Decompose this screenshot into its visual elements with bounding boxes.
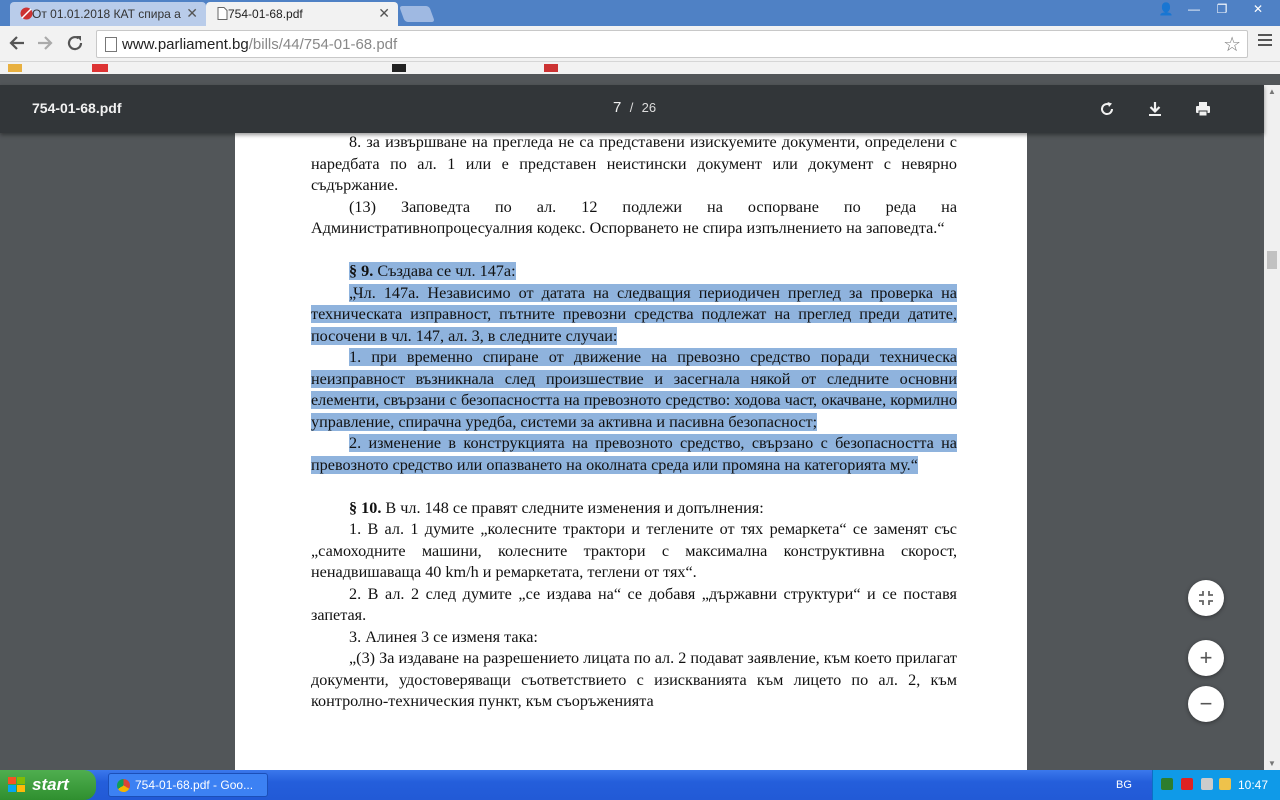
paragraph-selected: 1. при временно спиране от движение на превозно средство поради техническа неизправност възникнала след произшествие и засегнала някой от следните основни елементи, свързани с безопасността на превозното средство: ходова част, окачване, кормилно управление, спирачна уредба, системи за активна и пасивна безопасност; bbox=[311, 348, 957, 431]
start-button[interactable]: start bbox=[0, 770, 96, 800]
close-tab-icon[interactable]: ✕ bbox=[186, 5, 198, 21]
taskbar bbox=[0, 770, 1280, 800]
network-icon[interactable] bbox=[1161, 778, 1173, 790]
bookmarks-bar bbox=[0, 62, 1280, 74]
paragraph: (13) Заповедта по ал. 12 подлежи на оспорване по реда на Административнопроцесуалния кодекс. Оспорването не спира изпълнението на заповедта.“ bbox=[311, 197, 957, 237]
taskbar-item-chrome[interactable]: 754-01-68.pdf - Goo... bbox=[108, 773, 268, 797]
paragraph: 2. В ал. 2 след думите „се издава на“ се добавя „държавни структури“ и се поставя запетая. bbox=[311, 584, 957, 624]
bookmark-icon[interactable] bbox=[392, 64, 406, 72]
document-icon bbox=[216, 7, 229, 20]
pdf-toolbar bbox=[0, 85, 1264, 133]
tab-pdf[interactable] bbox=[206, 2, 398, 26]
restore-icon[interactable]: ❐ bbox=[1216, 2, 1228, 16]
section-heading: § 9. Създава се чл. 147а: bbox=[349, 262, 516, 280]
paragraph: 1. В ал. 1 думите „колесните трактори и теглените от тях ремаркета“ се заменят със „самоходните машини, колесните трактори с максимална конструктивна скорост, ненадвишаваща 40 km/h и ремаркетата, теглени от тях“. bbox=[311, 520, 957, 581]
forward-icon[interactable] bbox=[34, 32, 56, 54]
print-icon[interactable] bbox=[1193, 99, 1213, 119]
bookmark-icon[interactable] bbox=[92, 64, 108, 72]
bookmark-star-icon[interactable]: ☆ bbox=[1223, 34, 1241, 56]
pdf-filename: 754-01-68.pdf bbox=[32, 100, 122, 116]
scroll-down-icon[interactable]: ▼ bbox=[1268, 759, 1276, 768]
tray-icon[interactable] bbox=[1219, 778, 1231, 790]
page-indicator[interactable]: 7 / 26 bbox=[613, 99, 657, 116]
paragraph: 8. за извършване на прегледа не са представени изискуемите документи, определени с наредбата по ал. 1 или е представен неистински документ или документ с невярно съдържание. bbox=[311, 133, 957, 194]
profile-icon[interactable]: 👤 bbox=[1158, 2, 1174, 16]
vertical-scrollbar[interactable] bbox=[1264, 85, 1280, 770]
paragraph: 3. Алинея 3 се изменя така: bbox=[349, 627, 538, 646]
minimize-icon[interactable]: — bbox=[1188, 2, 1200, 16]
rotate-icon[interactable] bbox=[1097, 99, 1117, 119]
zoom-in-icon[interactable]: + bbox=[1188, 640, 1224, 676]
menu-icon[interactable] bbox=[1258, 34, 1272, 49]
paragraph-selected: „Чл. 147а. Независимо от датата на следващия периодичен преглед за проверка на техническата изправност, пътните превозни средства подлежат на преглед преди датите, посочени в чл. 147, ал. 3, в следните случаи: bbox=[311, 283, 957, 345]
pdf-viewer[interactable] bbox=[0, 85, 1264, 770]
clock: 10:47 bbox=[1238, 778, 1269, 792]
url-text: www.parliament.bg/bills/44/754-01-68.pdf bbox=[122, 36, 398, 53]
chrome-icon bbox=[117, 779, 130, 792]
address-bar[interactable] bbox=[96, 30, 1248, 58]
bookmark-icon[interactable] bbox=[544, 64, 558, 72]
zoom-out-icon[interactable]: − bbox=[1188, 686, 1224, 722]
tab-title: От 01.01.2018 КАТ спира а bbox=[32, 7, 181, 21]
close-window-icon[interactable]: ✕ bbox=[1236, 0, 1280, 18]
tab-strip bbox=[0, 0, 1280, 26]
windows-flag-icon bbox=[8, 777, 26, 793]
tray-icon[interactable] bbox=[1201, 778, 1213, 790]
apps-icon[interactable] bbox=[8, 64, 22, 72]
window-controls bbox=[1152, 0, 1280, 18]
back-icon[interactable] bbox=[6, 32, 28, 54]
antivirus-icon[interactable] bbox=[1181, 778, 1193, 790]
close-tab-icon[interactable]: ✕ bbox=[378, 5, 390, 21]
pdf-page bbox=[235, 85, 1027, 770]
paragraph-selected: 2. изменение в конструкцията на превозното средство, свързано с безопасността на превозното средство или опазването на околната среда или промяна на категорията му.“ bbox=[311, 434, 957, 474]
scroll-up-icon[interactable]: ▲ bbox=[1268, 87, 1276, 96]
tab-title: 754-01-68.pdf bbox=[228, 7, 303, 21]
tab-news[interactable] bbox=[10, 2, 206, 26]
page-info-icon[interactable] bbox=[105, 37, 117, 52]
browser-toolbar bbox=[0, 26, 1280, 62]
fit-page-icon[interactable] bbox=[1188, 580, 1224, 616]
language-indicator[interactable]: BG bbox=[1116, 779, 1132, 791]
news-favicon-icon bbox=[20, 7, 33, 20]
download-icon[interactable] bbox=[1145, 99, 1165, 119]
reload-icon[interactable] bbox=[64, 32, 86, 54]
new-tab-button[interactable] bbox=[399, 6, 435, 22]
paragraph: „(3) За издаване на разрешението лицата по ал. 2 подават заявление, към което прилагат документи, удостоверяващи съответствието с изискванията към лицето по ал. 2, към контролно-техническия пункт, към съоръженията bbox=[311, 649, 957, 710]
page-text bbox=[311, 132, 957, 713]
scrollbar-thumb[interactable] bbox=[1267, 251, 1277, 269]
section-heading: § 10. В чл. 148 се правят следните изменения и допълнения: bbox=[349, 498, 764, 517]
